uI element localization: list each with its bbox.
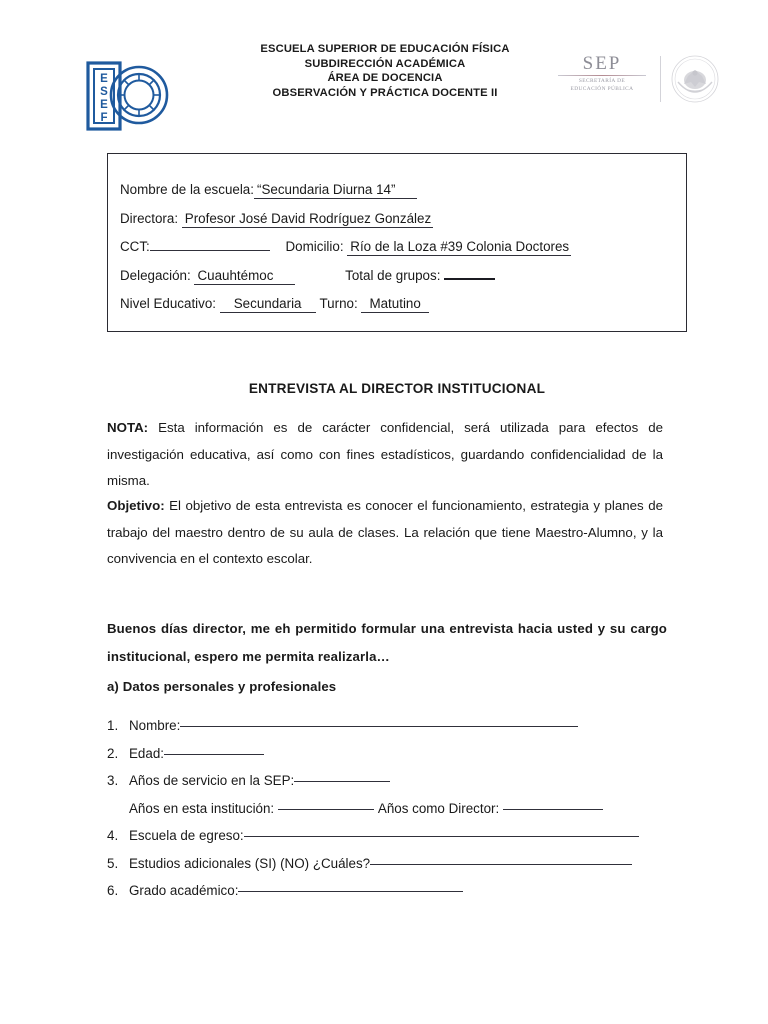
turno-label: Turno: <box>319 296 358 311</box>
sep-logo-icon <box>556 46 706 112</box>
list-item <box>107 767 687 795</box>
cct-value[interactable] <box>150 250 270 251</box>
nota-paragraph <box>107 415 663 495</box>
turno-value[interactable]: Matutino <box>361 296 428 313</box>
domicilio-label: Domicilio: <box>285 239 344 254</box>
list-item <box>107 712 687 740</box>
item-label: Nombre: <box>129 718 181 733</box>
item-label: Edad: <box>129 745 164 761</box>
svg-text:F: F <box>100 112 108 124</box>
item-number: 5. <box>107 855 119 871</box>
header-title-block <box>200 42 570 100</box>
item-label: Años de servicio en la SEP: <box>129 773 295 788</box>
answer-line-edad[interactable] <box>164 743 264 755</box>
delegacion-value[interactable]: Cuauhtémoc <box>194 268 295 285</box>
field-row-directora <box>120 205 676 234</box>
nota-text: Esta información es de carácter confidencial, será utilizada para efectos de investigación educativa, así como con fines estadísticos, guardando confidencialidad de la misma. <box>107 420 663 488</box>
item-number: 6. <box>107 883 119 898</box>
directora-label: Directora: <box>120 210 179 226</box>
sep-wordmark <box>556 54 648 93</box>
mexican-eagle-emblem-icon <box>670 54 720 104</box>
sep-subtitle-line-2: EDUCACIÓN PÚBLICA <box>570 85 634 92</box>
nombre-escuela-colon: : <box>250 182 254 197</box>
objetivo-paragraph <box>107 493 663 573</box>
total-grupos-label: Total de grupos: <box>345 267 441 283</box>
nombre-escuela-label: Nombre de la escuela <box>120 182 251 197</box>
item-number: 4. <box>107 828 119 843</box>
directora-value[interactable]: Profesor José David Rodríguez González <box>182 211 433 228</box>
anios-director-label: Años como Director: <box>377 800 500 816</box>
subsection-a-heading: a) Datos personales y profesionales <box>107 679 337 694</box>
cct-label: CCT: <box>120 239 150 254</box>
field-row-nivel-turno <box>120 290 676 319</box>
answer-line-nombre[interactable] <box>180 715 578 727</box>
objetivo-text: El objetivo de esta entrevista es conocer el funcionamiento, estrategia y planes de trabajo del maestro dentro de su aula de clases. La relación que tiene Maestro-Alumno, y la convivencia en el contexto escolar. <box>107 498 663 566</box>
delegacion-label: Delegación: <box>120 267 191 283</box>
domicilio-value[interactable]: Río de la Loza #39 Colonia Doctores <box>347 239 571 256</box>
answer-line-anios-institucion[interactable] <box>278 798 374 810</box>
item-number: 3. <box>107 773 119 788</box>
nivel-educativo-label: Nivel Educativo: <box>120 296 217 311</box>
item-label: Estudios adicionales (SI) (NO) ¿Cuáles? <box>129 855 371 871</box>
answer-line-estudios-adicionales[interactable] <box>370 853 632 865</box>
document-header <box>0 28 768 124</box>
answer-line-grado-academico[interactable] <box>238 880 463 892</box>
list-item <box>107 877 687 905</box>
school-info-box <box>107 153 687 332</box>
item-label: Grado académico: <box>129 883 239 898</box>
header-title-line-4: OBSERVACIÓN Y PRÁCTICA DOCENTE II <box>272 86 498 99</box>
svg-text:S: S <box>100 86 108 98</box>
field-row-cct-domicilio <box>120 233 676 262</box>
total-grupos-value[interactable] <box>444 278 495 280</box>
list-item-sub <box>107 795 687 823</box>
svg-text:E: E <box>100 99 108 111</box>
greeting-paragraph: Buenos días director, me eh permitido formular una entrevista hacia usted y su cargo institucional, espero me permita realizarla… <box>107 621 667 664</box>
svg-text:E: E <box>100 73 108 85</box>
header-title-line-2: SUBDIRECCIÓN ACADÉMICA <box>304 57 466 70</box>
list-item <box>107 822 687 850</box>
nota-label: NOTA: <box>107 420 149 435</box>
answer-line-anios-sep[interactable] <box>294 770 390 782</box>
list-item <box>107 850 687 878</box>
school-info-rows <box>120 176 676 319</box>
sep-vertical-divider <box>660 56 661 102</box>
answer-line-anios-director[interactable] <box>503 798 603 810</box>
header-title-line-3: ÁREA DE DOCENCIA <box>327 72 443 84</box>
header-title-line-1: ESCUELA SUPERIOR DE EDUCACIÓN FÍSICA <box>260 43 510 55</box>
questions-list <box>107 712 687 905</box>
page-title: ENTREVISTA AL DIRECTOR INSTITUCIONAL <box>248 381 546 396</box>
sep-rule-divider <box>558 75 646 76</box>
item-number: 2. <box>107 745 119 761</box>
field-row-delegacion-grupos <box>120 262 676 291</box>
esef-logo-icon <box>83 60 171 132</box>
sep-subtitle-line-1: SECRETARÍA DE <box>578 78 626 84</box>
sep-word: SEP <box>582 53 622 74</box>
list-item <box>107 740 687 768</box>
item-label: Escuela de egreso: <box>129 828 244 843</box>
nivel-educativo-value[interactable]: Secundaria <box>220 296 316 313</box>
field-row-nombre-escuela <box>120 176 676 205</box>
answer-line-escuela-egreso[interactable] <box>244 825 639 837</box>
nombre-escuela-value[interactable]: “Secundaria Diurna 14” <box>254 182 417 199</box>
item-number: 1. <box>107 718 119 733</box>
anios-institucion-label: Años en esta institución: <box>129 800 275 816</box>
objetivo-label: Objetivo: <box>107 498 165 513</box>
